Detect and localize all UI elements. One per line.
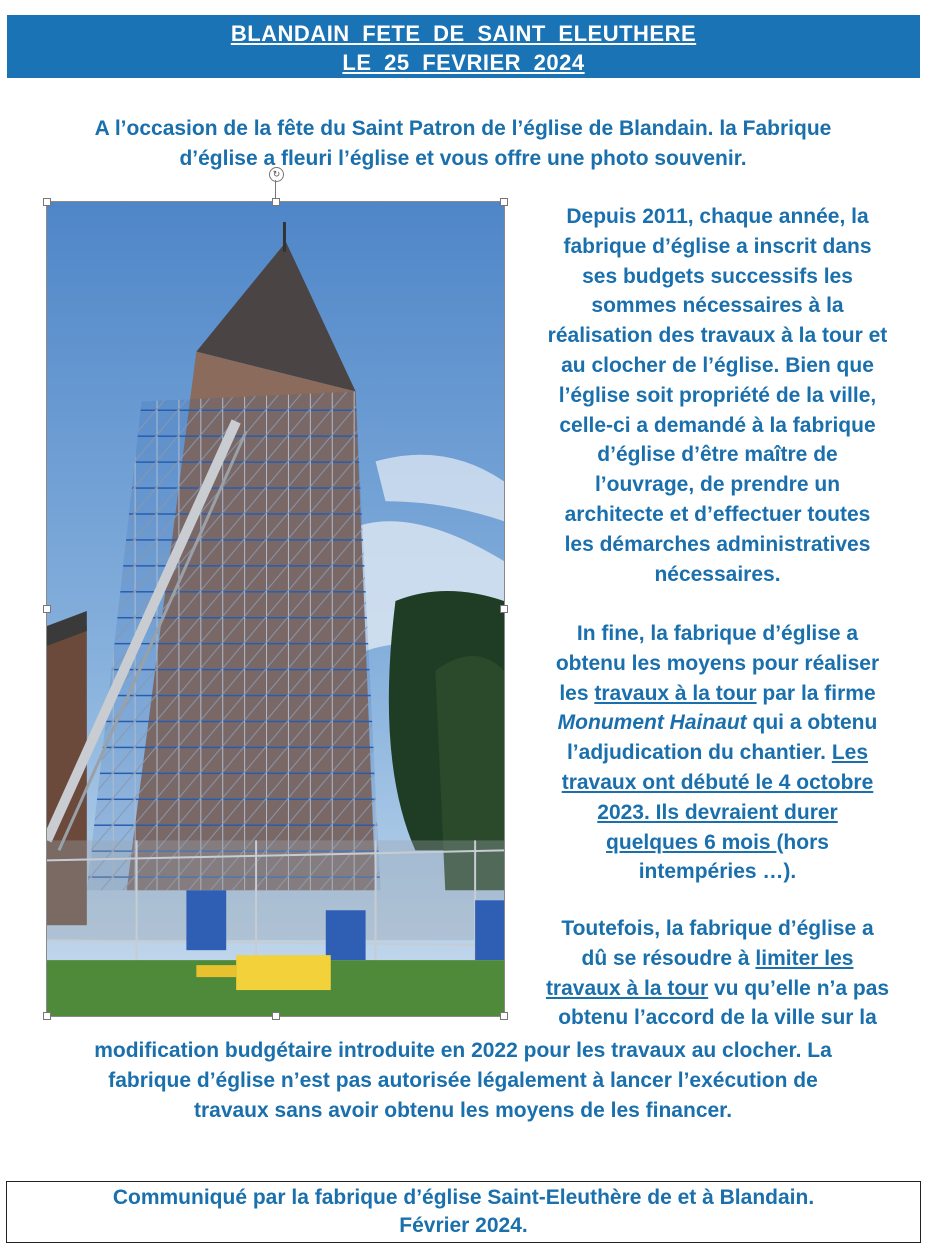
para1-line: d’église d’être maître de bbox=[597, 443, 838, 467]
para2-line: 2023. Ils devraient durer bbox=[597, 800, 838, 824]
para1-line: Depuis 2011, chaque année, la bbox=[566, 205, 869, 228]
text: l’adjudication du chantier. bbox=[566, 741, 832, 765]
resize-handle-top-left[interactable] bbox=[43, 198, 51, 206]
para1-line: fabrique d’église a inscrit dans bbox=[563, 234, 872, 258]
para1-line: ses budgets successifs les bbox=[582, 264, 853, 288]
footer-line-1: Communiqué par la fabrique d’église Saint-Eleuthère de et à Blandain. bbox=[112, 1186, 815, 1209]
underlined-text: limiter les bbox=[755, 946, 854, 970]
text: qui a obtenu bbox=[746, 711, 878, 735]
resize-handle-bottom-right[interactable] bbox=[500, 1012, 508, 1020]
underlined-text: travaux à la tour bbox=[545, 976, 709, 1000]
para2-line bbox=[515, 679, 920, 709]
underlined-text: Les bbox=[831, 741, 869, 765]
para3-line: obtenu l’accord de la ville sur la bbox=[558, 1006, 877, 1030]
resize-handle-bottom[interactable] bbox=[272, 1012, 280, 1020]
para1-line: nécessaires. bbox=[654, 562, 781, 586]
para2-line: intempéries …). bbox=[638, 860, 797, 884]
resize-handle-left[interactable] bbox=[43, 605, 51, 613]
closing-line: travaux sans avoir obtenu les moyens de les financer. bbox=[193, 1098, 733, 1122]
banner-title: BLANDAIN FETE DE SAINT ELEUTHERE bbox=[230, 21, 697, 46]
footer-line-2: Février 2024. bbox=[399, 1214, 528, 1237]
resize-handle-right[interactable] bbox=[500, 605, 508, 613]
closing-line: fabrique d’église n’est pas autorisée légalement à lancer l’exécution de bbox=[108, 1068, 818, 1092]
church-photo[interactable] bbox=[46, 201, 505, 1017]
para2-line: In fine, la fabrique d’église a bbox=[576, 622, 859, 645]
para3-line bbox=[515, 944, 920, 974]
para1-line: celle-ci a demandé à la fabrique bbox=[559, 413, 876, 437]
text: par la firme bbox=[756, 681, 876, 705]
resize-handle-top[interactable] bbox=[272, 198, 280, 206]
para1-line: au clocher de l’église. Bien que bbox=[561, 353, 874, 377]
para2-line bbox=[515, 738, 920, 768]
underlined-text: travaux à la tour bbox=[594, 681, 757, 705]
text: (hors bbox=[776, 830, 829, 854]
text: dû se résoudre à bbox=[581, 946, 756, 970]
closing-paragraph bbox=[20, 1036, 906, 1125]
text: les bbox=[559, 681, 595, 705]
para2-line: travaux ont débuté le 4 octobre bbox=[561, 770, 874, 794]
underlined-text: quelques 6 mois bbox=[606, 830, 777, 854]
para3-line: Toutefois, la fabrique d’église a bbox=[561, 917, 874, 940]
para1-line: les démarches administratives bbox=[564, 532, 871, 556]
resize-handle-bottom-left[interactable] bbox=[43, 1012, 51, 1020]
para3-line bbox=[515, 974, 920, 1004]
para1-line: sommes nécessaires à la bbox=[591, 294, 844, 318]
paragraph-2 bbox=[515, 619, 920, 887]
closing-line: modification budgétaire introduite en 2022 pour les travaux au clocher. La bbox=[94, 1039, 832, 1062]
footer-box bbox=[6, 1181, 921, 1243]
company-name: Monument Hainaut bbox=[557, 711, 747, 735]
para1-line: architecte et d’effectuer toutes bbox=[564, 502, 871, 526]
church-tower-scaffolding-photo-icon bbox=[47, 202, 504, 1016]
banner-date: LE 25 FEVRIER 2024 bbox=[342, 50, 585, 75]
paragraph-3 bbox=[515, 914, 920, 1033]
header-banner bbox=[7, 15, 920, 78]
rotate-handle-icon[interactable]: ↻ bbox=[269, 167, 284, 182]
para1-line: l’ouvrage, de prendre un bbox=[594, 473, 841, 497]
para2-line bbox=[515, 708, 920, 738]
intro-line-2: d’église a fleuri l’église et vous offre une photo souvenir. bbox=[179, 147, 747, 170]
para1-line: réalisation des travaux à la tour et bbox=[547, 324, 888, 348]
text: vu qu’elle n’a pas bbox=[708, 976, 890, 1000]
para2-line: obtenu les moyens pour réaliser bbox=[555, 651, 880, 675]
intro-line-1: A l’occasion de la fête du Saint Patron de l’église de Blandain. la Fabrique bbox=[94, 117, 832, 140]
resize-handle-top-right[interactable] bbox=[500, 198, 508, 206]
para2-line bbox=[515, 828, 920, 858]
paragraph-1 bbox=[515, 202, 920, 589]
para1-line: l’église soit propriété de la ville, bbox=[558, 383, 877, 407]
intro-text bbox=[20, 114, 906, 174]
